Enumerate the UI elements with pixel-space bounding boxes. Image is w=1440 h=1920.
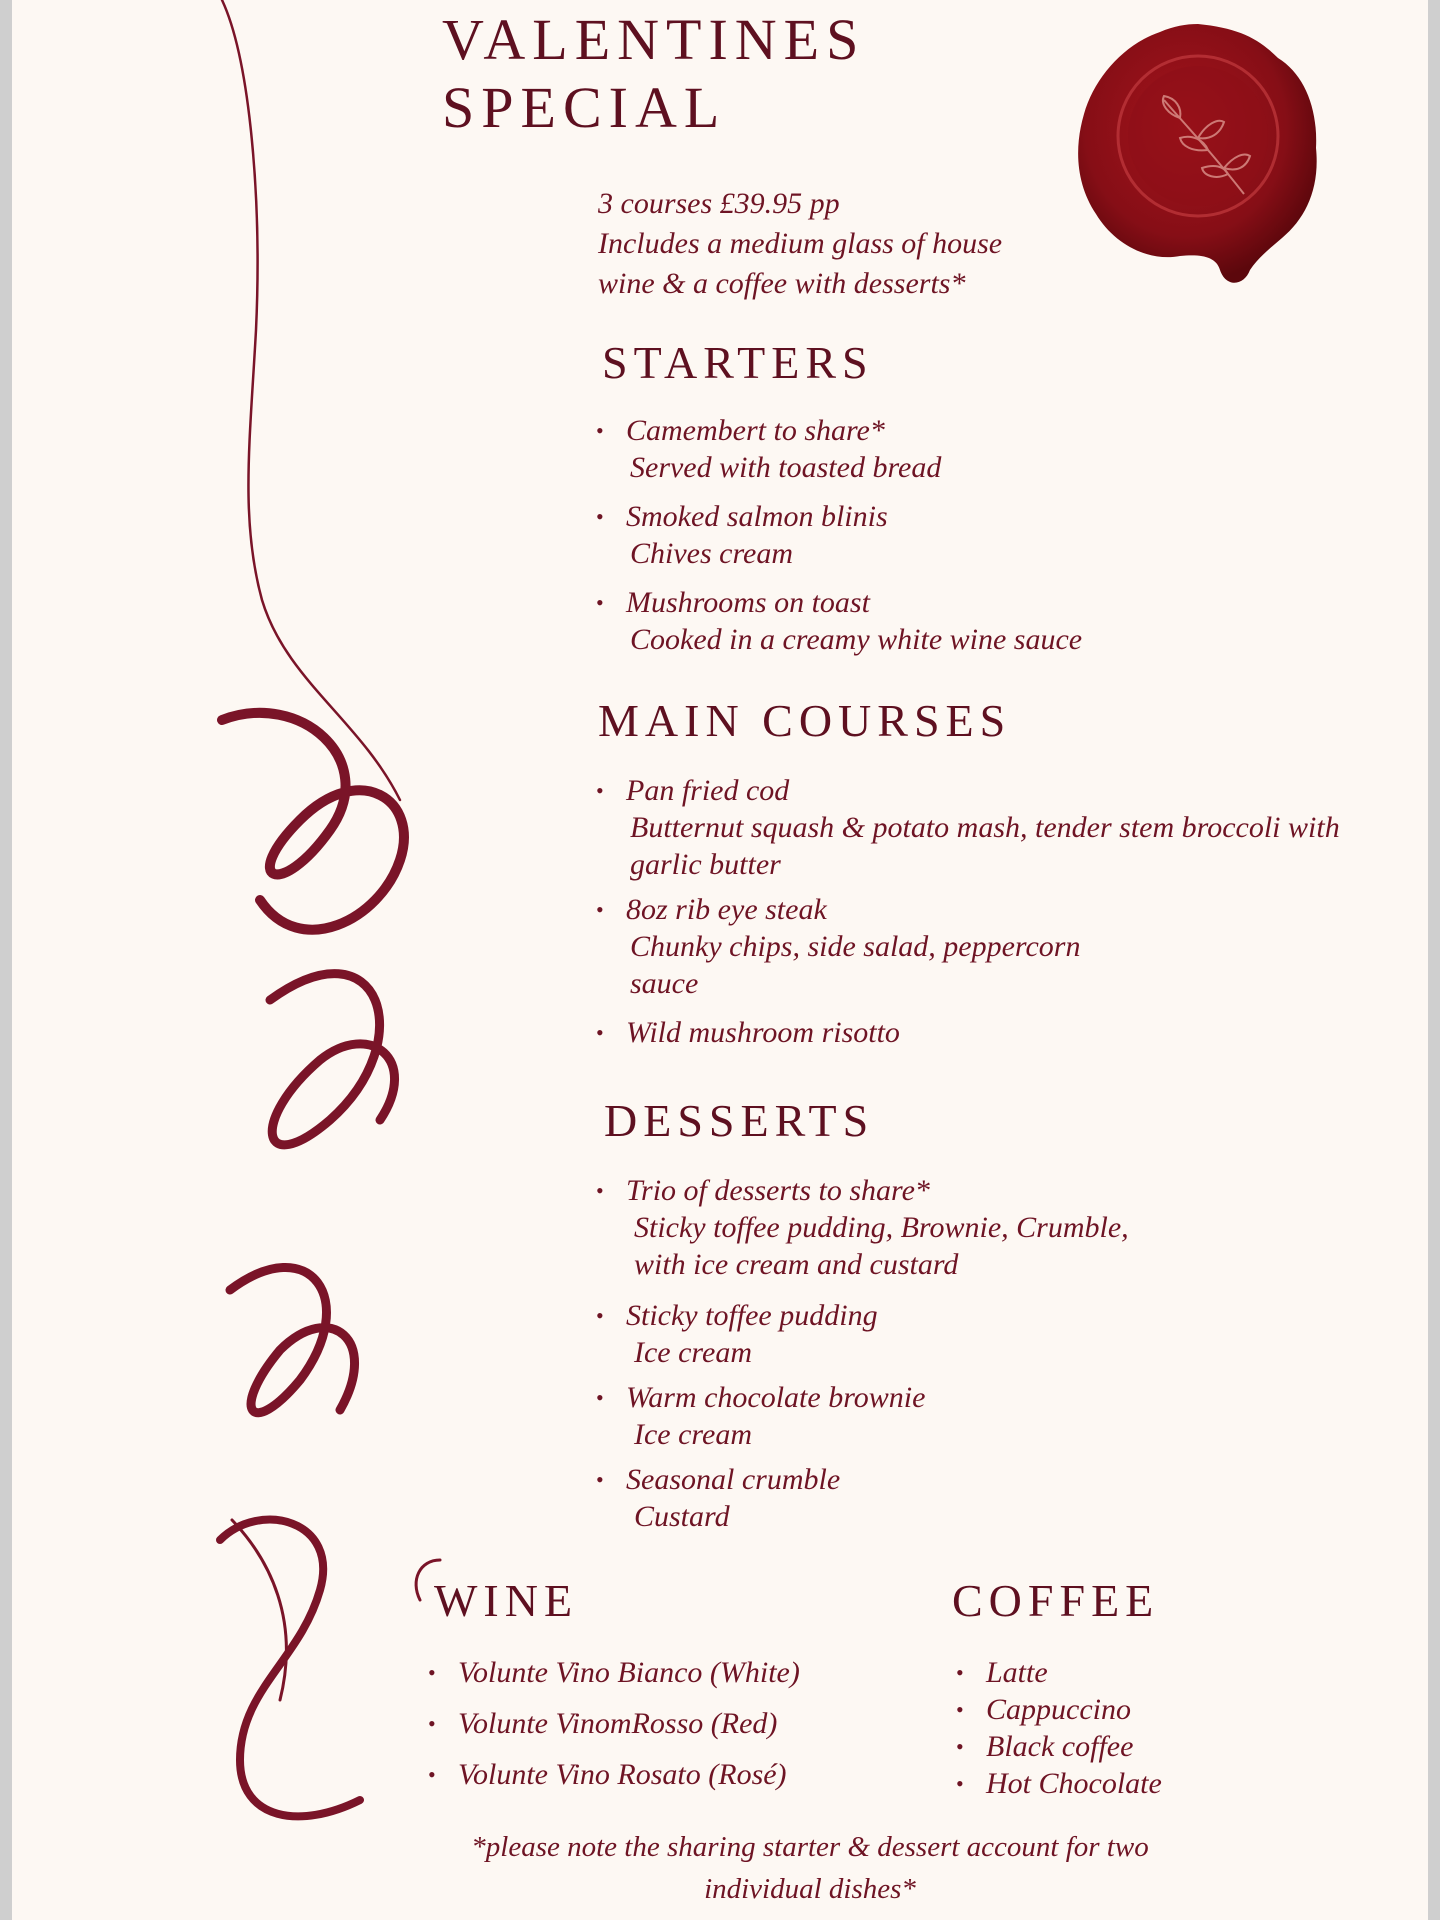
item-desc: Custard: [634, 1500, 730, 1533]
item-name: • Sticky toffee pudding: [626, 1299, 878, 1332]
wine-list: [428, 1654, 868, 1793]
item-name: • 8oz rib eye steak: [626, 893, 827, 926]
item-name: • Pan fried cod: [626, 774, 790, 807]
item-desc: Served with toasted bread: [630, 451, 942, 484]
item-name: • Seasonal crumble: [626, 1463, 841, 1496]
intro-line-3: wine & a coffee with desserts*: [598, 267, 966, 300]
list-item: • Volunte Vino Bianco (White): [428, 1654, 868, 1691]
list-item: • Hot Chocolate: [956, 1765, 1256, 1802]
item-desc: Ice cream: [634, 1336, 752, 1369]
list-item: [596, 772, 1376, 883]
list-item: • Volunte VinomRosso (Red): [428, 1705, 868, 1742]
item-name: • Wild mushroom risotto: [626, 1016, 900, 1049]
desserts-heading: DESSERTS: [604, 1095, 875, 1146]
list-item: [596, 1297, 1176, 1371]
item-name: • Smoked salmon blinis: [626, 500, 888, 533]
item-name: • Camembert to share*: [626, 414, 885, 447]
coffee-list: [956, 1654, 1256, 1802]
starters-heading: STARTERS: [602, 337, 874, 388]
item-desc: Chunky chips, side salad, peppercorn sauce: [630, 930, 1081, 1000]
item-desc: Ice cream: [634, 1418, 752, 1451]
item-desc: Chives cream: [630, 537, 794, 570]
main-courses-list: [596, 772, 1376, 1063]
item-name: • Mushrooms on toast: [626, 586, 870, 619]
list-item: [596, 1172, 1176, 1283]
list-item: [596, 891, 1146, 1002]
list-item: • Cappuccino: [956, 1691, 1256, 1728]
title-line-2: SPECIAL: [442, 75, 727, 140]
list-item: • Latte: [956, 1654, 1256, 1691]
item-desc: Sticky toffee pudding, Brownie, Crumble, with ice cream and custard: [634, 1211, 1129, 1281]
starters-list: [596, 412, 1156, 670]
footnote: *please note the sharing starter & dessert account for two individual dishes*: [471, 1831, 1149, 1905]
list-item: [596, 1014, 1376, 1051]
list-item: [596, 412, 1156, 486]
main-courses-heading: MAIN COURSES: [598, 695, 1012, 746]
item-name: • Trio of desserts to share*: [626, 1174, 930, 1207]
price-line: 3 courses £39.95 pp: [598, 187, 840, 220]
page-title: [442, 6, 865, 142]
item-name: • Warm chocolate brownie: [626, 1381, 926, 1414]
coffee-heading: COFFEE: [952, 1575, 1160, 1626]
desserts-list: [596, 1172, 1176, 1547]
list-item: • Black coffee: [956, 1728, 1256, 1765]
item-desc: Cooked in a creamy white wine sauce: [630, 623, 1083, 656]
list-item: [596, 1379, 1176, 1453]
wax-seal-icon: [1068, 18, 1328, 298]
list-item: [596, 498, 1156, 572]
list-item: • Volunte Vino Rosato (Rosé): [428, 1756, 868, 1793]
wine-heading: WINE: [434, 1575, 579, 1626]
intro-text: [598, 184, 1002, 304]
list-item: [596, 584, 1156, 658]
item-desc: Butternut squash & potato mash, tender stem broccoli with garlic butter: [630, 811, 1340, 881]
title-line-1: VALENTINES: [442, 7, 866, 72]
list-item: [596, 1461, 1176, 1535]
intro-line-2: Includes a medium glass of house: [598, 227, 1003, 260]
